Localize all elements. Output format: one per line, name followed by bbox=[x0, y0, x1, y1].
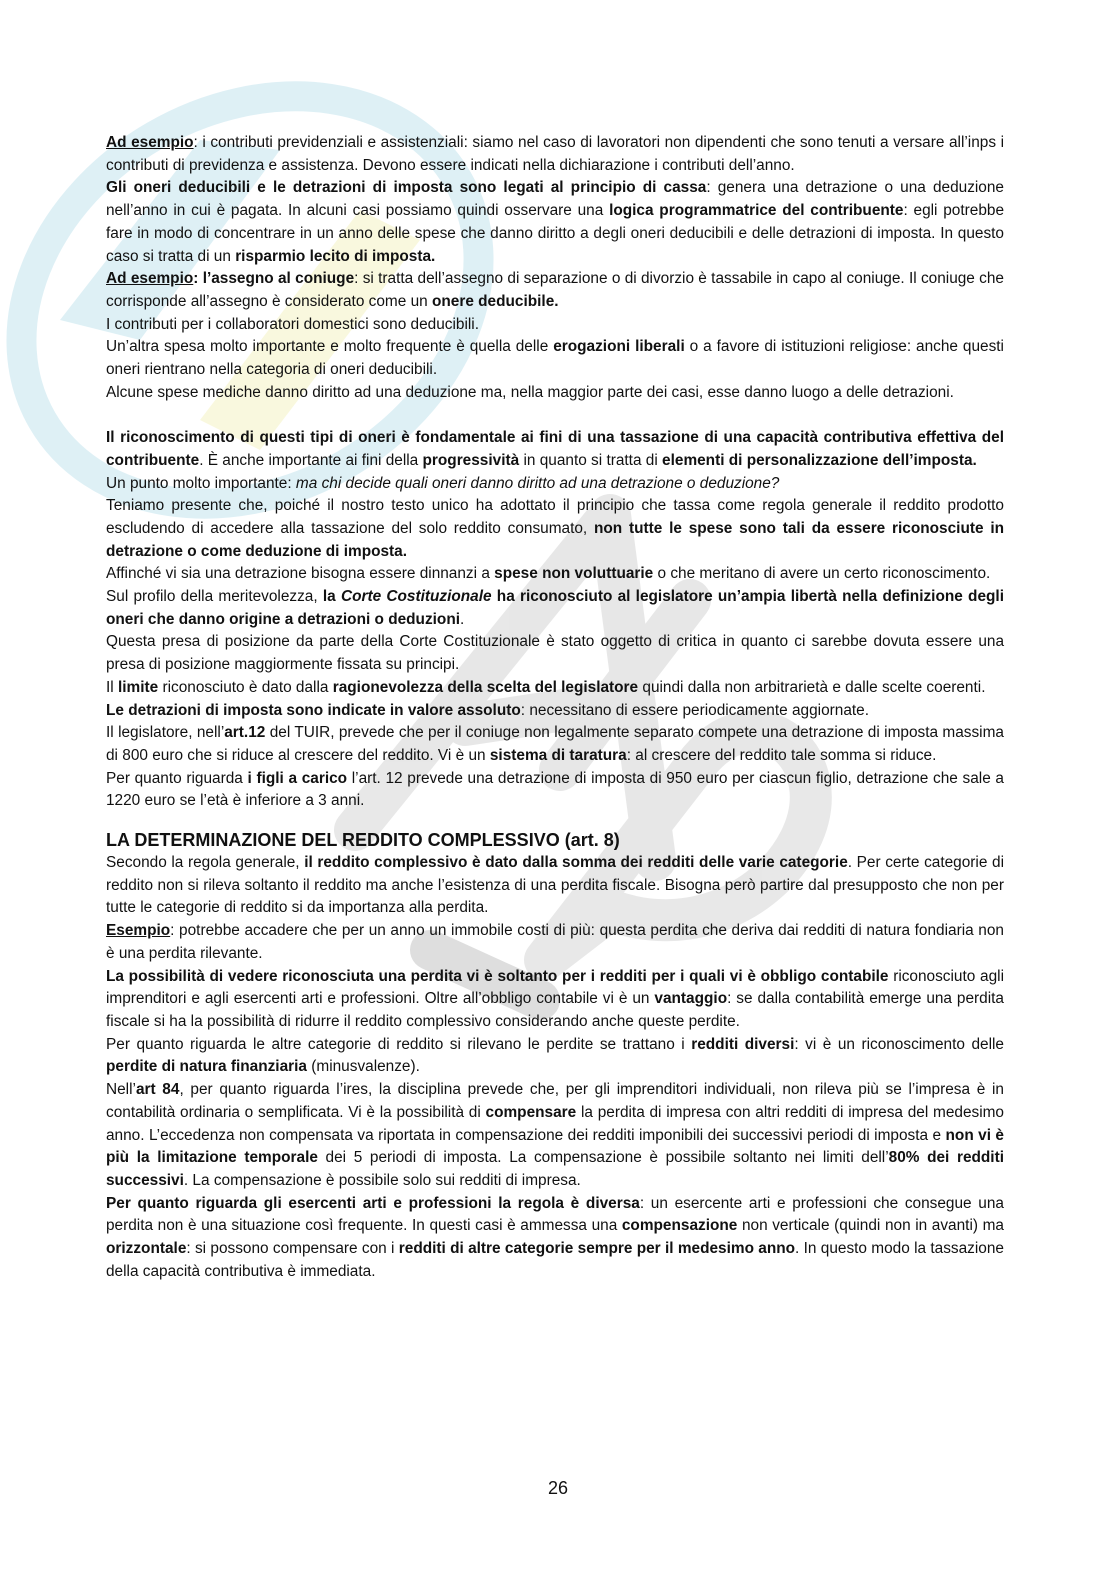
bold-text: redditi diversi bbox=[691, 1035, 795, 1053]
text-run: Teniamo presente che, poiché il nostro testo unico ha adottato il principio che tassa come regola generale il reddito prodotto escludendo di accedere alla tassazione del solo reddito consumato, bbox=[106, 497, 1004, 537]
bold-text: Corte Costituzionale bbox=[340, 588, 492, 606]
text-run: Questa presa di posizione da parte della Corte Costituzionale è stato oggetto di critica in quanto ci sarebbe dovuta essere una presa di posizione maggiormente fissata su principi. bbox=[106, 633, 1004, 674]
bold-text: La possibilità di vedere riconosciuta una perdita vi è soltanto per i redditi per i quali vi è obbligo contabile bbox=[106, 967, 889, 985]
bold-text: limite bbox=[117, 678, 159, 696]
paragraph bbox=[106, 920, 1004, 965]
text-body bbox=[106, 132, 1004, 1283]
bold-text: : l’assegno al coniuge bbox=[193, 270, 355, 288]
bold-text: non tutte le spese sono tali da essere riconosciute in detrazione o come deduzione di imposta. bbox=[106, 519, 1004, 560]
text-run: : al crescere del reddito tale somma si riduce. bbox=[626, 746, 937, 764]
text-run: del TUIR, prevede che per il coniuge non legalmente separato compete una detrazione di imposta massima di 800 euro che si riduce al crescere del reddito. Vi è un bbox=[106, 724, 1004, 764]
paragraph bbox=[106, 852, 1004, 920]
text-run: : si possono compensare con i bbox=[186, 1240, 399, 1258]
bold-text: la bbox=[322, 588, 341, 606]
text-run: o che meritano di avere un certo riconoscimento. bbox=[653, 565, 991, 583]
paragraph bbox=[106, 677, 1004, 700]
paragraph bbox=[106, 268, 1004, 313]
text-run: in quanto si tratta di bbox=[519, 451, 663, 469]
text-run: dei 5 periodi di imposta. La compensazione è possibile soltanto nei limiti dell’ bbox=[317, 1149, 889, 1167]
page-number: 26 bbox=[547, 1478, 569, 1498]
paragraph bbox=[106, 1079, 1004, 1193]
paragraph bbox=[106, 336, 1004, 381]
text-run: o a favore di istituzioni religiose: anche questi oneri rientrano nella categoria di oneri deducibili. bbox=[106, 338, 1004, 379]
bold-text: vantaggio bbox=[654, 990, 728, 1008]
section-body bbox=[106, 132, 1004, 813]
bold-text: spese non voluttuarie bbox=[494, 565, 654, 583]
paragraph bbox=[106, 495, 1004, 563]
bold-text: erogazioni liberali bbox=[553, 338, 685, 356]
section-body-2 bbox=[106, 852, 1004, 1283]
paragraph bbox=[106, 700, 1004, 723]
text-run: riconosciuto agli imprenditori e agli esercenti arti e professioni. Oltre all’obbligo contabile vi è un bbox=[106, 967, 1004, 1008]
paragraph bbox=[106, 1034, 1004, 1079]
text-run: quindi dalla non arbitrarietà e dalle scelte coerenti. bbox=[638, 678, 986, 696]
text-run: . È anche importante ai fini della bbox=[199, 451, 423, 469]
paragraph bbox=[106, 314, 1004, 337]
text-run: , per quanto riguarda l’ires, la disciplina prevede che, per gli imprenditori individuali, non rileva più se l’impresa è in contabilità ordinaria o semplificata. Vi è la possibilità di bbox=[106, 1081, 1004, 1121]
text-run: la perdita di impresa con altri redditi di impresa del medesimo anno. L’eccedenza non compensata va riportata in compensazione dei redditi imponibili dei successivi periodi di imposta e bbox=[106, 1103, 1004, 1144]
bold-text: elementi di personalizzazione dell’imposta. bbox=[662, 451, 977, 469]
bold-text: logica programmatrice del contribuente bbox=[609, 202, 904, 220]
bold-text: orizzontale bbox=[106, 1240, 187, 1258]
text-run: . Per certe categorie di reddito non si rileva soltanto il reddito ma anche l’esistenza di una perdita fiscale. Bisogna però partire dal presupposto che non per tutte le categorie di reddito si da importanza alla perdita. bbox=[106, 854, 1004, 917]
paragraph bbox=[106, 382, 1004, 405]
bold-text: Per quanto riguarda gli esercenti arti e professioni la regola è diversa bbox=[106, 1194, 640, 1212]
text-run: Nell’ bbox=[106, 1081, 136, 1099]
paragraph bbox=[106, 586, 1004, 631]
paragraph bbox=[106, 563, 1004, 586]
bold-text: sistema di taratura bbox=[489, 746, 627, 764]
text-run: Alcune spese mediche danno diritto ad una deduzione ma, nella maggior parte dei casi, esse danno luogo a delle detrazioni. bbox=[106, 383, 954, 401]
bold-text: non vi è più la limitazione temporale bbox=[106, 1126, 1004, 1167]
text-run: Sul profilo della meritevolezza, bbox=[106, 588, 323, 606]
text-run: . In questo modo la tassazione della capacità contributiva è immediata. bbox=[106, 1240, 1004, 1280]
paragraph bbox=[106, 177, 1004, 268]
bold-text: art 84 bbox=[135, 1081, 180, 1099]
text-run: (minusvalenze). bbox=[306, 1058, 420, 1076]
bold-text: compensazione bbox=[621, 1217, 738, 1235]
paragraph bbox=[106, 768, 1004, 813]
paragraph bbox=[106, 132, 1004, 177]
text-run: . La compensazione è possibile solo sui redditi di impresa. bbox=[183, 1171, 581, 1189]
text-run: : potrebbe accadere che per un anno un immobile costi di più: questa perdita che deriva dai redditi di natura fondiaria non è una perdita rilevante. bbox=[106, 922, 1004, 962]
text-run: : egli potrebbe fare in modo di concentrare in un anno delle spese che danno diritto a degli oneri deducibili e delle detrazioni di imposta. In questo caso si tratta di un bbox=[106, 202, 1005, 265]
bold-text: Ad esempio bbox=[106, 270, 194, 288]
bold-text: Ad esempio bbox=[106, 134, 194, 151]
text-run: Affinché vi sia una detrazione bisogna essere dinnanzi a bbox=[106, 565, 495, 583]
text-run: : genera una detrazione o una deduzione nell’anno in cui è pagata. In alcuni casi possiamo quindi osservare una bbox=[106, 179, 1004, 220]
paragraph bbox=[106, 473, 1004, 496]
text-run: l’art. 12 prevede una detrazione di imposta di 950 euro per ciascun figlio, detrazione che sale a 1220 euro se l’età è inferiore a 3 anni. bbox=[106, 769, 1004, 810]
paragraph bbox=[106, 966, 1004, 1034]
paragraph-gap bbox=[106, 404, 1004, 427]
section-heading: LA DETERMINAZIONE DEL REDDITO COMPLESSIVO (art. 8) bbox=[106, 830, 620, 851]
bold-text: perdite di natura finanziaria bbox=[106, 1058, 307, 1076]
text-run: Secondo la regola generale, bbox=[106, 854, 305, 872]
text-run: I contributi per i collaboratori domestici sono deducibili. bbox=[106, 315, 479, 333]
bold-text: Esempio bbox=[106, 922, 171, 940]
bold-text: redditi di altre categorie sempre per il medesimo anno bbox=[398, 1240, 796, 1258]
text-run: Un punto molto importante: bbox=[106, 474, 296, 492]
bold-text: i figli a carico bbox=[247, 769, 348, 787]
paragraph bbox=[106, 1193, 1004, 1284]
text-run: : necessitano di essere periodicamente aggiornate. bbox=[520, 701, 869, 719]
text-run: : un esercente arti e professioni che consegue una perdita non è una situazione così frequente. In questi casi è ammessa una bbox=[106, 1194, 1004, 1235]
text-run: riconosciuto è dato dalla bbox=[158, 678, 333, 696]
text-run: Un’altra spesa molto importante e molto frequente è quella delle bbox=[106, 338, 554, 356]
bold-text: risparmio lecito di imposta. bbox=[235, 247, 436, 265]
text-run: : i contributi previdenziali e assistenziali: siamo nel caso di lavoratori non dipendenti che sono tenuti a versare all’inps i contributi di previdenza e assistenza. Devono essere indicati nella dichiarazione i contributi dell’anno. bbox=[106, 134, 1005, 174]
text-run: : vi è un riconoscimento delle bbox=[794, 1035, 1004, 1053]
bold-text: art.12 bbox=[224, 724, 266, 742]
bold-text: onere deducibile. bbox=[431, 292, 559, 310]
text-run: Il legislatore, nell’ bbox=[106, 724, 225, 742]
text-run: non verticale (quindi non in avanti) ma bbox=[737, 1217, 1004, 1235]
bold-text: progressività bbox=[422, 451, 520, 469]
paragraph bbox=[106, 722, 1004, 767]
paragraph bbox=[106, 427, 1004, 472]
text-run: Per quanto riguarda le altre categorie di reddito si rilevano le perdite se trattano i bbox=[106, 1035, 692, 1053]
paragraph bbox=[106, 631, 1004, 676]
bold-text: Gli oneri deducibili e le detrazioni di imposta sono legati al principio di cassa bbox=[106, 179, 707, 197]
italic-text: ma chi decide quali oneri danno diritto ad una detrazione o deduzione? bbox=[295, 474, 780, 492]
bold-text: ha riconosciuto al legislatore un’ampia libertà nella definizione degli oneri che danno origine a detrazioni o deduzioni bbox=[106, 588, 1004, 628]
text-run: Il bbox=[106, 678, 118, 696]
bold-text: Le detrazioni di imposta sono indicate in valore assoluto bbox=[106, 701, 521, 719]
text-run: : si tratta dell’assegno di separazione o di divorzio è tassabile in capo al coniuge. Il coniuge che corrisponde all’assegno è considerato come un bbox=[106, 270, 1004, 310]
bold-text: Il riconoscimento di questi tipi di oneri è fondamentale ai fini di una tassazione di una capacità contributiva effettiva del contribuente bbox=[106, 429, 1004, 469]
bold-text: 80% dei redditi successivi bbox=[106, 1149, 1004, 1189]
text-run: . bbox=[460, 610, 465, 628]
bold-text: il reddito complessivo è dato dalla somma dei redditi delle varie categorie bbox=[304, 854, 848, 872]
bold-text: compensare bbox=[485, 1103, 577, 1121]
text-run: Per quanto riguarda bbox=[106, 769, 248, 787]
bold-text: ragionevolezza della scelta del legislatore bbox=[332, 678, 639, 696]
text-run: : se dalla contabilità emerge una perdita fiscale si ha la possibilità di ridurre il reddito complessivo considerando anche queste perdite. bbox=[106, 990, 1004, 1030]
